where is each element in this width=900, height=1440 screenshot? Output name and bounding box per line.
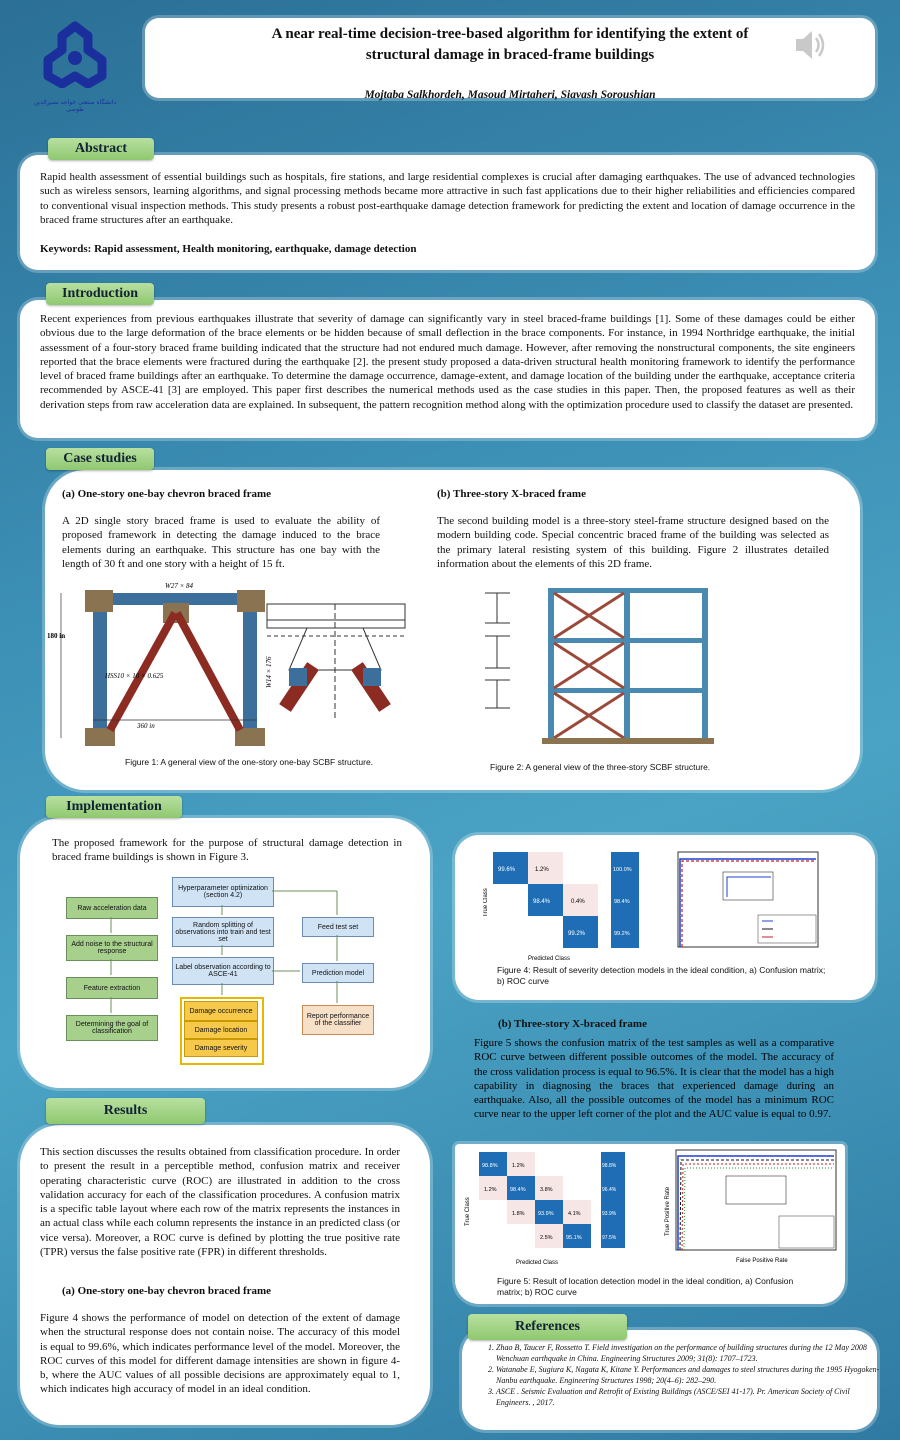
roc5-xlabel: False Positive Rate bbox=[736, 1258, 788, 1264]
cm4-c2: 98.4% bbox=[533, 899, 551, 905]
flow-random-split: Random splitting of observations into train and test set bbox=[172, 917, 274, 947]
cm5-c1: 1.2% bbox=[512, 1163, 525, 1169]
flow-damage-occurrence: Damage occurrence bbox=[184, 1001, 258, 1021]
cm4-s2: 99.2% bbox=[614, 931, 630, 937]
fig1-brace-label: HSS10 × 10 × 0.625 bbox=[105, 672, 164, 680]
university-logo-icon bbox=[30, 18, 120, 88]
flow-feed-test: Feed test set bbox=[302, 917, 374, 937]
figure-5 bbox=[461, 1146, 841, 1271]
figure-3-flowchart bbox=[62, 875, 392, 1065]
reference-item: 3. ASCE . Seismic Evaluation and Retrofit of Existing Buildings (ASCE/SEI 41-17). Pr. American Society of Civil Engineers. , 2017. bbox=[496, 1386, 881, 1408]
flow-label: Label observation according to ASCE-41 bbox=[172, 957, 274, 985]
references-heading: References bbox=[468, 1314, 627, 1340]
figure-4-box bbox=[455, 835, 875, 1000]
figure-4-caption: Figure 4: Result of severity detection models in the ideal condition, a) Confusion matrix; b) ROC curve bbox=[497, 965, 826, 986]
authors: Mojtaba Salkhordeh, Masoud Mirtaheri, Siavash Soroushian bbox=[364, 89, 656, 101]
cm5-s0: 98.8% bbox=[602, 1163, 617, 1169]
references-list bbox=[478, 1342, 881, 1408]
case-b-title: (b) Three-story X-braced frame bbox=[437, 488, 586, 500]
cm4-s0: 100.0% bbox=[613, 867, 632, 873]
logo bbox=[30, 18, 120, 113]
cm5-s3: 97.5% bbox=[602, 1235, 617, 1241]
cm5-c2: 1.2% bbox=[484, 1187, 497, 1193]
implementation-b-title: (b) Three-story X-braced frame bbox=[498, 1018, 647, 1030]
flow-damage-severity: Damage severity bbox=[184, 1039, 258, 1057]
roc5-ylabel: True Positive Rate bbox=[665, 1186, 671, 1236]
reference-item: 1. Zhao B, Taucer F, Rossetto T. Field investigation on the performance of building structures during the 12 May 2008 Wenchuan earthquake in China. Engineering Structures 2009; 31(8): 1707–1723. bbox=[496, 1342, 881, 1364]
results-heading: Results bbox=[46, 1098, 205, 1124]
results-a-title: (a) One-story one-bay chevron braced frame bbox=[62, 1285, 272, 1297]
cm4-xlabel: Predicted Class bbox=[528, 956, 571, 962]
abstract-keywords: Keywords: Rapid assessment, Health monitoring, earthquake, damage detection bbox=[40, 243, 417, 255]
cm4-c0: 99.6% bbox=[498, 867, 516, 873]
implementation-b-text: Figure 5 shows the confusion matrix of the test samples as well as a comparative ROC curve between different possible outcomes of the model. The accuracy of the cross validation process is equal to 96.5%. It is clear that the model has a high capability in diagnosing the braces that experienced damage during an earthquake. Also, all the possible outcomes of the model has a minimum ROC curve near to the upper left corner of the plot and the AUC value is equal to 0.97. bbox=[474, 1037, 834, 1121]
figure-1 bbox=[45, 578, 415, 758]
flow-hyperparameter: Hyperparameter optimization (section 4.2) bbox=[172, 877, 274, 907]
results-a-text: Figure 4 shows the performance of model on detection of the extent of damage when the structural response does not contain noise. The accuracy of this model is equal to 99.6%, which indicates performance level of the model. Moreover, the ROC curves of this model for different damage intensities are shown in figure 4-b, where the AUC values of all possible decisions are approximately equal to 1, which indicates high accuracy of model in an ideal condition. bbox=[40, 1312, 400, 1396]
introduction-text: Recent experiences from previous earthquakes illustrate that severity of damage can significantly vary in steel braced-frame buildings [1]. Some of these damages could be either obvious due to the large deformation of the brace elements or be hidden because of small deflection in the brace components. For instance, in 1994 Northridge earthquake, the initial assessment of a four-story braced frame building indicated that the structure had not endured much damage. However, after removing the nonstructural components, the site engineers reported that the brace elements were fractured during the earthquake [2]. the present study proposed a data-driven structural health monitoring framework to identify the performance level of braced frame buildings after an earthquake. To determine the damage occurrence, damage-extent, and damage location of the building under the earthquake, acceptance criteria recommended by ASCE-41 [3] are employed. This paper first describes the numerical methods used as the case studies in this paper. Then, the proposed features as well as their derivation steps from raw acceleration data are explained. In subsequent, the pattern recognition method along with the optimization procedure used to classify the dataset are presented. bbox=[40, 313, 855, 411]
cm5-c3: 98.4% bbox=[510, 1187, 526, 1193]
cm5-s1: 96.4% bbox=[602, 1187, 617, 1193]
figure-2-caption: Figure 2: A general view of the three-story SCBF structure. bbox=[490, 762, 711, 772]
cm5-c4: 3.8% bbox=[540, 1187, 553, 1193]
cm4-s1: 98.4% bbox=[614, 899, 630, 905]
references-box bbox=[462, 1330, 880, 1430]
introduction-box bbox=[20, 300, 875, 438]
fig1-height-label: 180 in bbox=[47, 632, 66, 640]
cm5-c9: 95.1% bbox=[566, 1235, 582, 1241]
abstract-heading: Abstract bbox=[48, 138, 154, 160]
introduction-heading: Introduction bbox=[46, 283, 154, 305]
cm4-c1: 1.2% bbox=[535, 867, 549, 873]
figure-1-caption: Figure 1: A general view of the one-story one-bay SCBF structure. bbox=[125, 757, 374, 767]
fig1-column-label: W14 × 176 bbox=[265, 656, 273, 688]
cm4-ylabel: True Class bbox=[483, 888, 489, 917]
cm5-ylabel: True Class bbox=[465, 1197, 471, 1226]
implementation-text: The proposed framework for the purpose of structural damage detection in braced frame buildings is shown in Figure 3. bbox=[52, 837, 402, 864]
implementation-heading: Implementation bbox=[46, 796, 182, 818]
abstract-text: Rapid health assessment of essential buildings such as hospitals, fire stations, and large residential complexes is crucial after damaging earthquakes. The use of advanced technologies such as wireless sensors, learning algorithms, and signal processing methods became more attractive in such fast applications due to their higher reliabilities and efficiencies compared to conventional visual inspection methods. This study presents a robust post-earthquake damage detection framework for predicting the extent and location of damage occurrence in the braced frame structures after an earthquake. bbox=[40, 171, 855, 226]
flow-feature-extraction: Feature extraction bbox=[66, 977, 158, 999]
flow-goal: Determining the goal of classification bbox=[66, 1015, 158, 1041]
flow-add-noise: Add noise to the structural response bbox=[66, 935, 158, 961]
case-studies-heading: Case studies bbox=[46, 448, 154, 470]
case-a-text: A 2D single story braced frame is used to evaluate the ability of proposed framework in detecting the damage induced to the brace elements during an earthquake. This structure has one bay with the length of 30 ft and one story with a height of 15 ft. bbox=[62, 515, 380, 570]
figure-5-caption: Figure 5: Result of location detection model in the ideal condition, a) Confusion matrix; b) ROC curve bbox=[497, 1276, 794, 1297]
case-a-title: (a) One-story one-bay chevron braced frame bbox=[62, 488, 272, 500]
flow-prediction-model: Prediction model bbox=[302, 963, 374, 983]
cm4-c4: 99.2% bbox=[568, 931, 586, 937]
flow-damage-location: Damage location bbox=[184, 1021, 258, 1039]
abstract-box bbox=[20, 155, 875, 270]
case-b-text: The second building model is a three-story steel-frame structure designed based on the modern building code. Special concentric braced frame of the building was selected as the primary lateral resisting system of this building. Figure 2 illustrates detailed information about the elements of this 2D frame. bbox=[437, 515, 829, 570]
cm5-c6: 93.9% bbox=[538, 1211, 554, 1217]
cm5-c8: 2.5% bbox=[540, 1235, 553, 1241]
cm5-c5: 1.8% bbox=[512, 1211, 525, 1217]
fig1-beam-label: W27 × 84 bbox=[165, 582, 194, 590]
fig1-width-label: 360 in bbox=[137, 722, 155, 730]
cm5-xlabel: Predicted Class bbox=[516, 1260, 559, 1266]
flow-report: Report performance of the classifier bbox=[302, 1005, 374, 1035]
results-text: This section discusses the results obtained from classification procedure. In order to present the result in a perceptible method, confusion matrix and receiver operating characteristic curve (ROC) are illustrated in addition to the cross validation accuracy for each of the classification procedures. A confusion matrix is a specific table layout where each row of the matrix represents the instances in an actual class while each column represents the instance in an predicted class (or vice versa). Moreover, a ROC curve is defined by plotting the true positive rate (TPR) versus the false positive rate (FPR) in different thresholds. bbox=[40, 1146, 400, 1259]
case-studies-box bbox=[45, 470, 860, 790]
cm5-c7: 4.1% bbox=[568, 1211, 581, 1217]
flow-raw-data: Raw acceleration data bbox=[66, 897, 158, 919]
logo-caption: دانشگاه صنعتی خواجه نصیرالدین طوسی bbox=[33, 99, 117, 113]
cm5-s2: 93.9% bbox=[602, 1211, 617, 1217]
results-box bbox=[20, 1125, 430, 1425]
cm4-c3: 0.4% bbox=[571, 899, 585, 905]
figure-2 bbox=[450, 578, 780, 748]
title-box bbox=[145, 18, 875, 98]
figure-4 bbox=[483, 847, 853, 967]
poster-title: A near real-time decision-tree-based algorithm for identifying the extent of structural damage in braced-frame buildings bbox=[271, 26, 749, 63]
cm5-c0: 98.8% bbox=[482, 1163, 498, 1169]
speaker-icon[interactable] bbox=[790, 25, 830, 65]
figure-5-box bbox=[455, 1144, 845, 1304]
reference-item: 2. Watanabe E, Sugiura K, Nagata K, Kitane Y. Performances and damages to steel structures during the 1995 Hyogoken-Nanbu earthquake. Engineering Structures 1998; 20(4–6): 282–290. bbox=[496, 1364, 881, 1386]
